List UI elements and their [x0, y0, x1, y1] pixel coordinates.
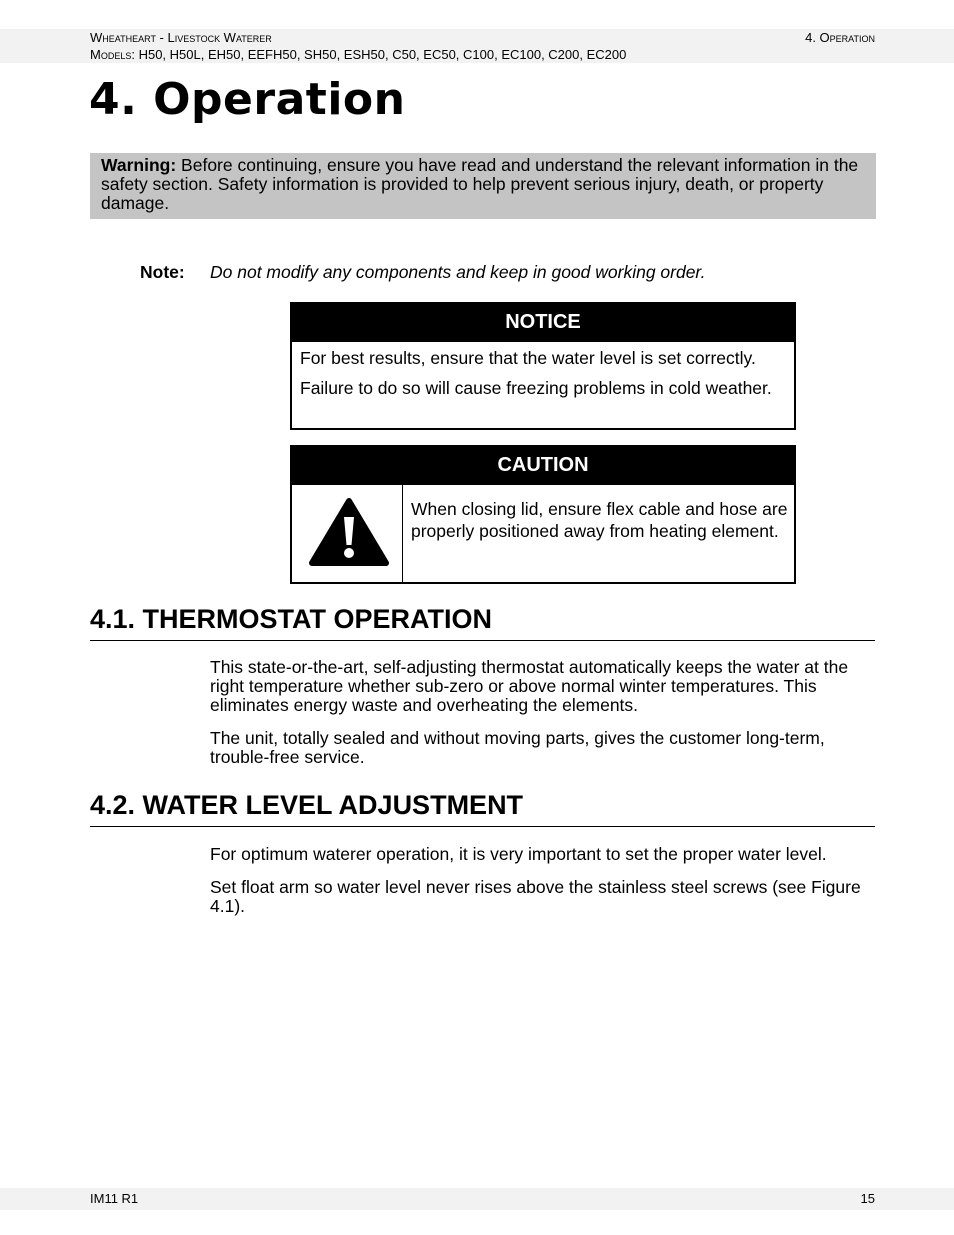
caution-body — [292, 485, 794, 582]
warning-label: Warning: — [101, 155, 177, 175]
running-header-left — [90, 29, 626, 63]
thermostat-paragraph-1: This state-or-the-art, self-adjusting thermostat automatically keeps the water at the right temperature whether sub-zero or above normal winter temperatures. This eliminates energy waste and overheating the elements. — [210, 657, 849, 715]
notice-heading: NOTICE — [292, 304, 794, 342]
warning-box — [90, 153, 876, 219]
notice-paragraph-2: Failure to do so will cause freezing problems in cold weather. — [300, 378, 772, 398]
page-number: 15 — [860, 1191, 875, 1206]
models-list: H50, H50L, EH50, EEFH50, SH50, ESH50, C50, EC50, C100, EC100, C200, EC200 — [138, 47, 627, 62]
thermostat-paragraph-2: The unit, totally sealed and without moving parts, gives the customer long-term, trouble-free service. — [210, 728, 825, 767]
footer-band — [0, 1188, 954, 1210]
page-title: 4. Operation — [89, 74, 406, 125]
models-label: Models: — [90, 47, 135, 62]
document-id: IM11 R1 — [90, 1191, 139, 1206]
caution-box — [290, 445, 796, 584]
section-heading-thermostat-operation: 4.1. THERMOSTAT OPERATION — [90, 603, 875, 641]
caution-heading: CAUTION — [292, 447, 794, 485]
warning-text: Before continuing, ensure you have read and understand the relevant information in the safety section. Safety information is provided to help prevent serious injury, death, or property damage. — [101, 155, 859, 213]
water-level-paragraph-2: Set float arm so water level never rises above the stainless steel screws (see Figure 4.1). — [210, 877, 861, 916]
running-header-chapter: 4. Operation — [805, 30, 875, 45]
caution-icon-cell — [292, 485, 403, 582]
note-label: Note: — [140, 262, 185, 282]
notice-box — [290, 302, 796, 430]
running-header-title: Wheatheart - Livestock Waterer — [90, 30, 272, 45]
note-text: Do not modify any components and keep in good working order. — [210, 262, 706, 282]
section-heading-water-level-adjustment: 4.2. WATER LEVEL ADJUSTMENT — [90, 789, 875, 827]
notice-paragraph-1: For best results, ensure that the water level is set correctly. — [300, 348, 756, 368]
water-level-paragraph-1: For optimum waterer operation, it is very important to set the proper water level. — [210, 844, 827, 864]
caution-text: When closing lid, ensure flex cable and hose are properly positioned away from heating element. — [411, 499, 788, 541]
note — [140, 262, 705, 282]
warning-triangle-icon — [308, 497, 390, 567]
running-header-models — [90, 46, 626, 63]
